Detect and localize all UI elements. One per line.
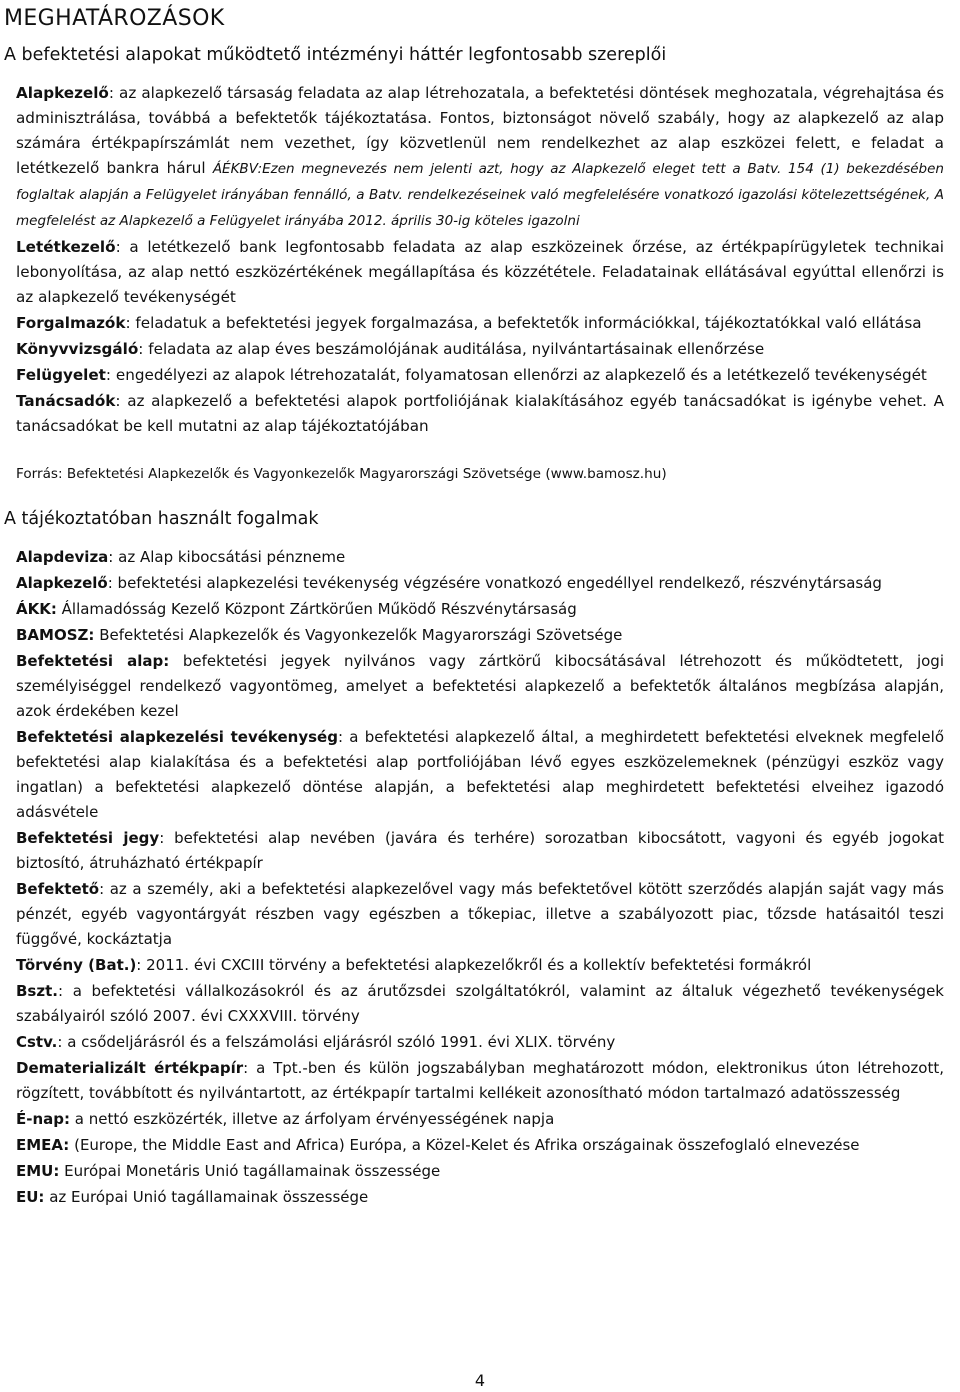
definition-text: az a személy, aki a befektetési alapkezelővel vagy más befektetővel kötött szerződés alapján saját vagy más pénzét, egyéb vagyontárgyát részben vagy egészben a tőkepiac, illetve a szabályozott piac, tőzsde hatásaitól teszi függővé, kockáztatja: [16, 880, 944, 948]
definition-text: (Europe, the Middle East and Africa) Európa, a Közel-Kelet és Afrika országainak összefoglaló elnevezése: [74, 1136, 860, 1154]
definition-entry: Könyvvizsgáló: feladata az alap éves beszámolójának auditálása, nyilvántartásainak ellenőrzése: [16, 340, 765, 358]
definition-term: Alapkezelő: [16, 84, 109, 102]
definition-note: ÁÉKBV:Ezen megnevezés nem jelenti azt, hogy az Alapkezelő eleget tett a Batv. 154 (1) bekezdésében foglaltak alapján a Felügyelet irányában fennálló, a Batv. rendelkezéseinek való megfelelésére vonatkozó igazolási kötelezettségének, A megfelelést az Alapkezelő a Felügyelet irányába 2012. április 30-ig köteles igazolni: [16, 161, 944, 229]
definition-entry: [16, 1185, 944, 1210]
definition-text: az alapkezelő társaság feladata az alap létrehozatala, a befektetési döntések meghozatala, végrehajtása és adminisztrálása, továbbá a befektetők tájékoztatása. Fontos, biztonságot növelő szabály, hogy az alapkezelő az alap számára értékpapírszámlát nem vezethet, így közvetlenül nem rendelkezhet az alap eszközei felett, e feladat a letétkezelő bankra hárul: [16, 84, 944, 177]
definition-entry: Alapdeviza: az Alap kibocsátási pénzneme: [16, 548, 346, 566]
definition-term: Törvény (Bat.): [16, 956, 137, 974]
definition-term: Befektető: [16, 880, 100, 898]
definition-text: az Európai Unió tagállamainak összessége: [49, 1188, 369, 1206]
definition-text: befektetési alap nevében (javára és terhére) sorozatban kibocsátott, vagyoni és egyéb jogokat biztosító, átruházható értékpapír: [16, 829, 945, 872]
definition-text: Európai Monetáris Unió tagállamainak összessége: [64, 1162, 441, 1180]
definition-entry: [16, 1159, 944, 1184]
terms-list: [16, 545, 944, 1210]
definition-term: EU:: [16, 1188, 45, 1206]
definition-text: a csődeljárásról és a felszámolási eljárásról szóló 1991. évi XLIX. törvény: [67, 1033, 616, 1051]
definition-term: Befektetési jegy: [16, 829, 160, 847]
definition-term: Dematerializált értékpapír: [16, 1059, 244, 1077]
definition-entry: Bszt.: a befektetési vállalkozásokról és az árutőzsdei szolgáltatókról, valamint az általuk végezhető tevékenységek szabályairól szóló 2007. évi CXXXVIII. törvény: [16, 982, 944, 1025]
definition-entry: Alapkezelő: az alapkezelő társaság feladata az alap létrehozatala, a befektetési döntések meghozatala, végrehajtása és adminisztrálása, továbbá a befektetők tájékoztatása. Fontos, biztonságot növelő szabály, hogy az alapkezelő az alap számára értékpapírszámlát nem vezethet, így közvetlenül nem rendelkezhet az alap eszközei felett, e feladat a letétkezelő bankra hárul ÁÉKBV:Ezen megnevezés nem jelenti azt, hogy az Alapkezelő eleget tett a Batv. 154 (1) bekezdésében foglaltak alapján a Felügyelet irányában fennálló, a Batv. rendelkezéseinek való megfelelésére vonatkozó igazolási kötelezettségének, A megfelelést az Alapkezelő a Felügyelet irányába 2012. április 30-ig köteles igazolni: [16, 84, 944, 229]
definition-term: EMU:: [16, 1162, 60, 1180]
definition-entry: [16, 649, 944, 724]
institutions-list: [16, 81, 944, 439]
definition-text: a befektetési alapkezelő által, a meghirdetett befektetési elveknek megfelelő befektetési alap kialakítása és a befektetési alap portfoliójában lévő egyes eszközelemeknek (pénzügyi eszköz vagy ingatlan) a befektetési alapkezelő döntése alapján, a befektetési alap meghirdetett befektetési elveihez igazodó adásvétele: [16, 728, 944, 821]
source-note: Forrás: Befektetési Alapkezelők és Vagyonkezelők Magyarországi Szövetsége (www.bamosz.hu): [16, 466, 667, 482]
definition-entry: [16, 1133, 944, 1158]
definition-term: Felügyelet: [16, 366, 106, 384]
definition-term: Forgalmazók: [16, 314, 126, 332]
definition-entry: Befektető: az a személy, aki a befektetési alapkezelővel vagy más befektetővel kötött szerződés alapján saját vagy más pénzét, egyéb vagyontárgyát részben vagy egészben a tőkepiac, illetve a szabályozott piac, tőzsde hatásaitól teszi függővé, kockáztatja: [16, 880, 944, 948]
definition-term: Könyvvizsgáló: [16, 340, 139, 358]
definition-entry: Felügyelet: engedélyezi az alapok létrehozatalát, folyamatosan ellenőrzi az alapkezelő és a letétkezelő tevékenységét: [16, 366, 927, 384]
definition-text: feladata az alap éves beszámolójának auditálása, nyilvántartásainak ellenőrzése: [148, 340, 765, 358]
definition-entry: Törvény (Bat.): 2011. évi CXCIII törvény a befektetési alapkezelőkről és a kollektív befektetési formákról: [16, 956, 812, 974]
definition-text: az alapkezelő a befektetési alapok portfoliójának kialakításához egyéb tanácsadókat is igénybe vehet. A tanácsadókat be kell mutatni az alap tájékoztatójában: [16, 392, 944, 435]
definition-term: É-nap:: [16, 1110, 71, 1128]
definition-entry: Befektetési jegy: befektetési alap nevében (javára és terhére) sorozatban kibocsátott, vagyoni és egyéb jogokat biztosító, átruházható értékpapír: [16, 829, 945, 872]
definition-term: Tanácsadók: [16, 392, 116, 410]
definition-entry: Letétkezelő: a letétkezelő bank legfontosabb feladata az alap eszközeinek őrzése, az értékpapírügyletek technikai lebonyolítása, az alap nettó eszközértékének megállapítása és közzététele. Feladatainak ellátásával egyúttal ellenőrzi is az alapkezelő tevékenységét: [16, 238, 944, 306]
definition-entry: Forgalmazók: feladatuk a befektetési jegyek forgalmazása, a befektetők információkkal, tájékoztatókkal való ellátása: [16, 314, 922, 332]
definition-term: Befektetési alapkezelési tevékenység: [16, 728, 338, 746]
page-title: MEGHATÁROZÁSOK: [4, 6, 225, 31]
definition-term: Alapkezelő: [16, 574, 108, 592]
definition-term: Letétkezelő: [16, 238, 116, 256]
definition-text: befektetési jegyek nyilvános vagy zártkörű kibocsátásával létrehozott és működtetett, jogi személyiséggel rendelkező vagyontömeg, amelyet a befektetési alapkezelő a befektetők általános megbízása alapján, azok érdekében kezel: [16, 652, 944, 720]
definition-entry: Tanácsadók: az alapkezelő a befektetési alapok portfoliójának kialakításához egyéb tanácsadókat is igénybe vehet. A tanácsadókat be kell mutatni az alap tájékoztatójában: [16, 392, 944, 435]
definition-text: feladatuk a befektetési jegyek forgalmazása, a befektetők információkkal, tájékoztatókkal való ellátása: [135, 314, 922, 332]
definition-entry: [16, 597, 944, 622]
definition-entry: Befektetési alapkezelési tevékenység: a befektetési alapkezelő által, a meghirdetett befektetési elveknek megfelelő befektetési alap kialakítása és a befektetési alap portfoliójában lévő egyes eszközelemeknek (pénzügyi eszköz vagy ingatlan) a befektetési alapkezelő döntése alapján, a befektetési alap meghirdetett befektetési elveihez igazodó adásvétele: [16, 728, 944, 821]
definition-text: a nettó eszközérték, illetve az árfolyam érvényességének napja: [74, 1110, 555, 1128]
definition-term: Alapdeviza: [16, 548, 109, 566]
definition-text: a befektetési vállalkozásokról és az árutőzsdei szolgáltatókról, valamint az általuk végezhető tevékenységek szabályairól szóló 2007. évi CXXXVIII. törvény: [16, 982, 944, 1025]
definition-entry: Dematerializált értékpapír: a Tpt.-ben és külön jogszabályban meghatározott módon, elektronikus úton létrehozott, rögzített, továbbított és nyilvántartott, az értékpapír tartalmi kellékeit azonosítható módon tartalmazó adatösszesség: [16, 1059, 945, 1102]
definition-term: ÁKK:: [16, 600, 57, 618]
definition-text: Államadósság Kezelő Központ Zártkörűen Működő Részvénytársaság: [61, 600, 577, 618]
definition-entry: [16, 623, 944, 648]
definition-term: EMEA:: [16, 1136, 70, 1154]
definition-text: befektetési alapkezelési tevékenység végzésére vonatkozó engedéllyel rendelkező, részvénytársaság: [117, 574, 882, 592]
definition-entry: [16, 1107, 944, 1132]
definition-entry: Alapkezelő: befektetési alapkezelési tevékenység végzésére vonatkozó engedéllyel rendelkező, részvénytársaság: [16, 574, 882, 592]
definition-text: a letétkezelő bank legfontosabb feladata az alap eszközeinek őrzése, az értékpapírügyletek technikai lebonyolítása, az alap nettó eszközértékének megállapítása és közzététele. Feladatainak ellátásával egyúttal ellenőrzi is az alapkezelő tevékenységét: [16, 238, 944, 306]
section-title-institutions: A befektetési alapokat működtető intézményi háttér legfontosabb szereplői: [4, 45, 667, 65]
page-number: 4: [474, 1371, 486, 1390]
definition-text: engedélyezi az alapok létrehozatalát, folyamatosan ellenőrzi az alapkezelő és a letétkezelő tevékenységét: [115, 366, 927, 384]
definition-text: Befektetési Alapkezelők és Vagyonkezelők Magyarországi Szövetsége: [99, 626, 623, 644]
definition-text: a Tpt.-ben és külön jogszabályban meghatározott módon, elektronikus úton létrehozott, rögzített, továbbított és nyilvántartott, az értékpapír tartalmi kellékeit azonosítható módon tartalmazó adatösszesség: [16, 1059, 945, 1102]
section-title-terms: A tájékoztatóban használt fogalmak: [4, 509, 319, 529]
definition-term: Bszt.: [16, 982, 58, 1000]
definition-term: Befektetési alap:: [16, 652, 170, 670]
definition-entry: Cstv.: a csődeljárásról és a felszámolási eljárásról szóló 1991. évi XLIX. törvény: [16, 1033, 616, 1051]
definition-term: Cstv.: [16, 1033, 58, 1051]
definition-term: BAMOSZ:: [16, 626, 95, 644]
definition-text: 2011. évi CXCIII törvény a befektetési alapkezelőkről és a kollektív befektetési formákról: [146, 956, 812, 974]
definition-text: az Alap kibocsátási pénzneme: [118, 548, 346, 566]
